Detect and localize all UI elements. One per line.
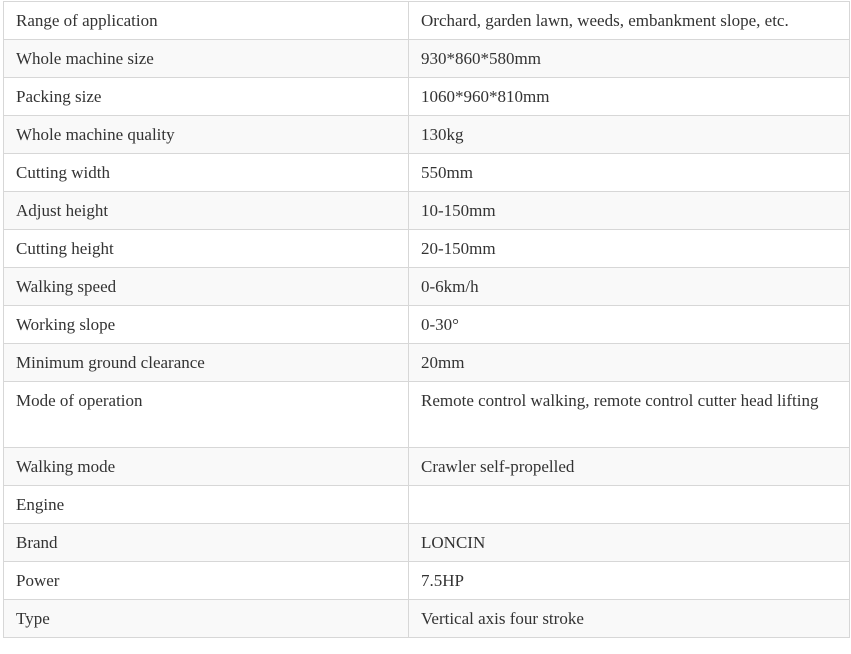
row-value: 20-150mm	[409, 230, 850, 268]
row-label: Type	[4, 600, 409, 638]
row-label: Range of application	[4, 2, 409, 40]
row-label: Whole machine quality	[4, 116, 409, 154]
row-value: 550mm	[409, 154, 850, 192]
table-row	[4, 486, 850, 524]
table-row	[4, 230, 850, 268]
row-value: 10-150mm	[409, 192, 850, 230]
row-label: Power	[4, 562, 409, 600]
table-row	[4, 344, 850, 382]
table-row	[4, 78, 850, 116]
row-label: Cutting height	[4, 230, 409, 268]
row-label: Walking mode	[4, 448, 409, 486]
row-value: 0-30°	[409, 306, 850, 344]
row-value: 20mm	[409, 344, 850, 382]
row-value: Remote control walking, remote control cutter head lifting	[409, 382, 850, 448]
row-value: LONCIN	[409, 524, 850, 562]
row-label: Whole machine size	[4, 40, 409, 78]
row-value	[409, 486, 850, 524]
row-label: Cutting width	[4, 154, 409, 192]
table-row	[4, 524, 850, 562]
table-row	[4, 306, 850, 344]
row-label: Walking speed	[4, 268, 409, 306]
spec-table	[3, 1, 850, 638]
row-value: 1060*960*810mm	[409, 78, 850, 116]
table-row	[4, 154, 850, 192]
row-label: Adjust height	[4, 192, 409, 230]
row-value: 930*860*580mm	[409, 40, 850, 78]
row-label: Engine	[4, 486, 409, 524]
row-value: 130kg	[409, 116, 850, 154]
row-label: Minimum ground clearance	[4, 344, 409, 382]
row-value: Crawler self-propelled	[409, 448, 850, 486]
row-value: 7.5HP	[409, 562, 850, 600]
table-row	[4, 600, 850, 638]
table-row	[4, 382, 850, 448]
row-label: Packing size	[4, 78, 409, 116]
row-label: Working slope	[4, 306, 409, 344]
table-row	[4, 116, 850, 154]
row-label: Mode of operation	[4, 382, 409, 448]
table-row	[4, 192, 850, 230]
table-row	[4, 448, 850, 486]
row-label: Brand	[4, 524, 409, 562]
row-value: Vertical axis four stroke	[409, 600, 850, 638]
table-row	[4, 562, 850, 600]
table-row	[4, 2, 850, 40]
row-value: 0-6km/h	[409, 268, 850, 306]
table-row	[4, 268, 850, 306]
row-value: Orchard, garden lawn, weeds, embankment slope, etc.	[409, 2, 850, 40]
table-row	[4, 40, 850, 78]
